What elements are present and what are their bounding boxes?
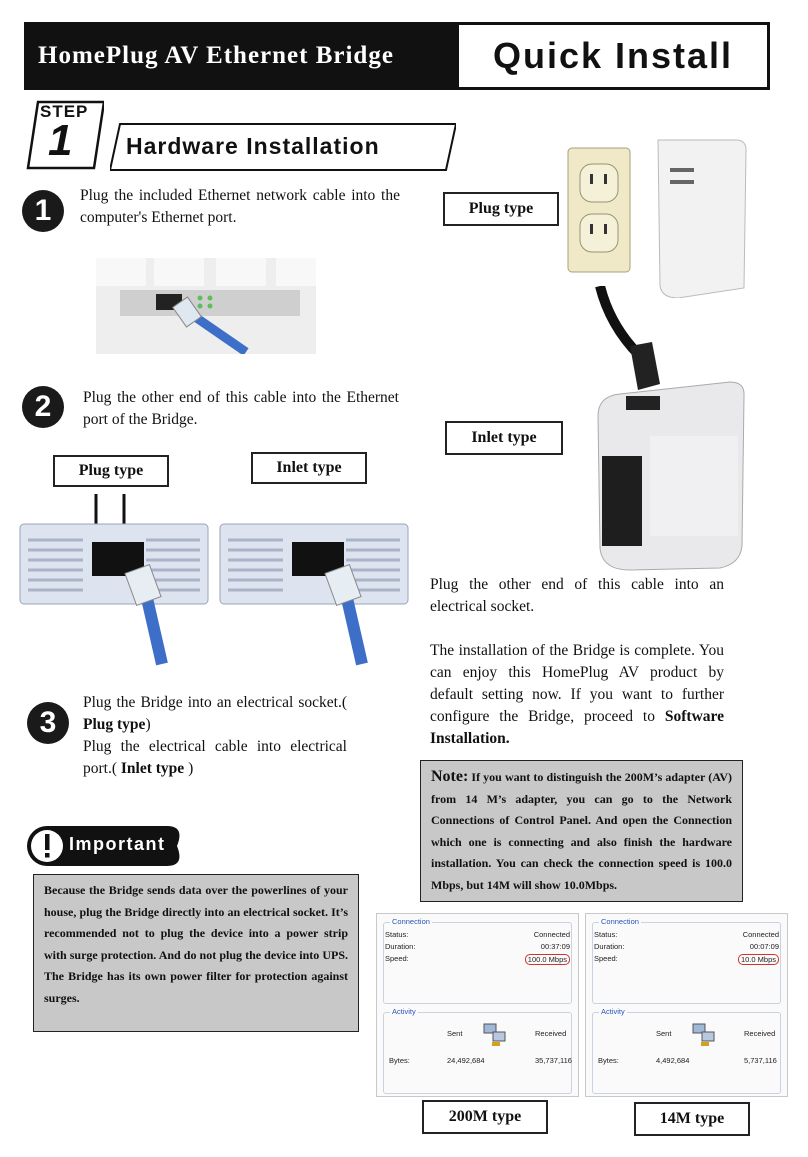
note-box	[420, 760, 743, 902]
connection-section: Connection	[383, 922, 572, 1004]
plug-type-label-right: Plug type	[443, 192, 559, 226]
inlet-type-label-left: Inlet type	[251, 452, 367, 484]
activity-section: Activity	[592, 1012, 781, 1094]
important-badge	[27, 826, 185, 866]
network-computers-icon	[482, 1020, 508, 1048]
step-2-text: Plug the other end of this cable into the Ethernet port of the Bridge.	[83, 389, 399, 428]
type-14m-label: 14M type	[634, 1102, 750, 1136]
step-badge	[24, 100, 104, 170]
plug-type-label-left: Plug type	[53, 455, 169, 487]
note-label: Note:	[431, 768, 469, 785]
step-2-icon: 2	[22, 386, 64, 428]
manual-title: HomePlug AV Ethernet Bridge	[24, 22, 456, 90]
activity-section: Activity	[383, 1012, 572, 1094]
note-text: If you want to distinguish the 200M’s adapter (AV) from 14 M’s adapter, you can go to the Network Connections of Control Panel. And open the Connection which one is connecting and also finish the hardware installation. You can check the connection speed is 100.0 Mbps, but 14M will show 10.0Mbps.	[431, 770, 732, 892]
bridge-plug-type-image	[18, 494, 210, 666]
speed-value: 100.0 Mbps	[525, 954, 570, 965]
step-3-text: Plug the Bridge into an electrical socket.( Plug type) Plug the electrical cable into electrical port.( Inlet type )	[83, 694, 347, 777]
section-title	[110, 122, 456, 172]
step-1-icon: 1	[22, 190, 64, 232]
important-text: Because the Bridge sends data over the powerlines of your house, plug the Bridge directly into an electrical socket. It’s recommended not to plug the device into a power strip with surge protection. And do not plug the device into UPS. The Bridge has its own power filter for protection against surges.	[44, 883, 348, 1005]
important-box	[33, 874, 359, 1032]
inlet-type-adapter-image	[580, 286, 750, 576]
section-title-text: Hardware Installation	[126, 133, 380, 159]
computer-ethernet-port-image	[96, 258, 316, 354]
plug-type-adapter-image	[566, 138, 748, 298]
quick-install-title: Quick Install	[456, 22, 770, 90]
network-computers-icon	[691, 1020, 717, 1048]
step-1-text: Plug the included Ethernet network cable into the computer's Ethernet port.	[80, 187, 400, 226]
right-paragraph-2: The installation of the Bridge is complete. You can enjoy this HomePlug AV product by default setting now. If you want to further configure the Bridge, proceed to Software Installation.	[430, 642, 724, 747]
step-number: 1	[48, 116, 73, 165]
important-title: Important	[69, 834, 166, 854]
type-200m-label: 200M type	[422, 1100, 548, 1134]
connection-status-panel-200m: Connection Status: Connected Duration: 00:37:09 Speed: 100.0 Mbps Activity Sent Received Bytes: 24,492,684 35,737,116	[376, 913, 579, 1097]
step-label: STEP	[40, 102, 89, 121]
right-paragraph-1: Plug the other end of this cable into an electrical socket.	[430, 576, 724, 615]
inlet-type-label-right: Inlet type	[445, 421, 563, 455]
connection-status-panel-14m: Connection Status: Connected Duration: 00:07:09 Speed: 10.0 Mbps Activity Sent Received Bytes: 4,492,684 5,737,116	[585, 913, 788, 1097]
step-3-icon: 3	[27, 702, 69, 744]
bridge-inlet-type-image	[218, 494, 410, 666]
speed-value: 10.0 Mbps	[738, 954, 779, 965]
connection-section: Connection	[592, 922, 781, 1004]
